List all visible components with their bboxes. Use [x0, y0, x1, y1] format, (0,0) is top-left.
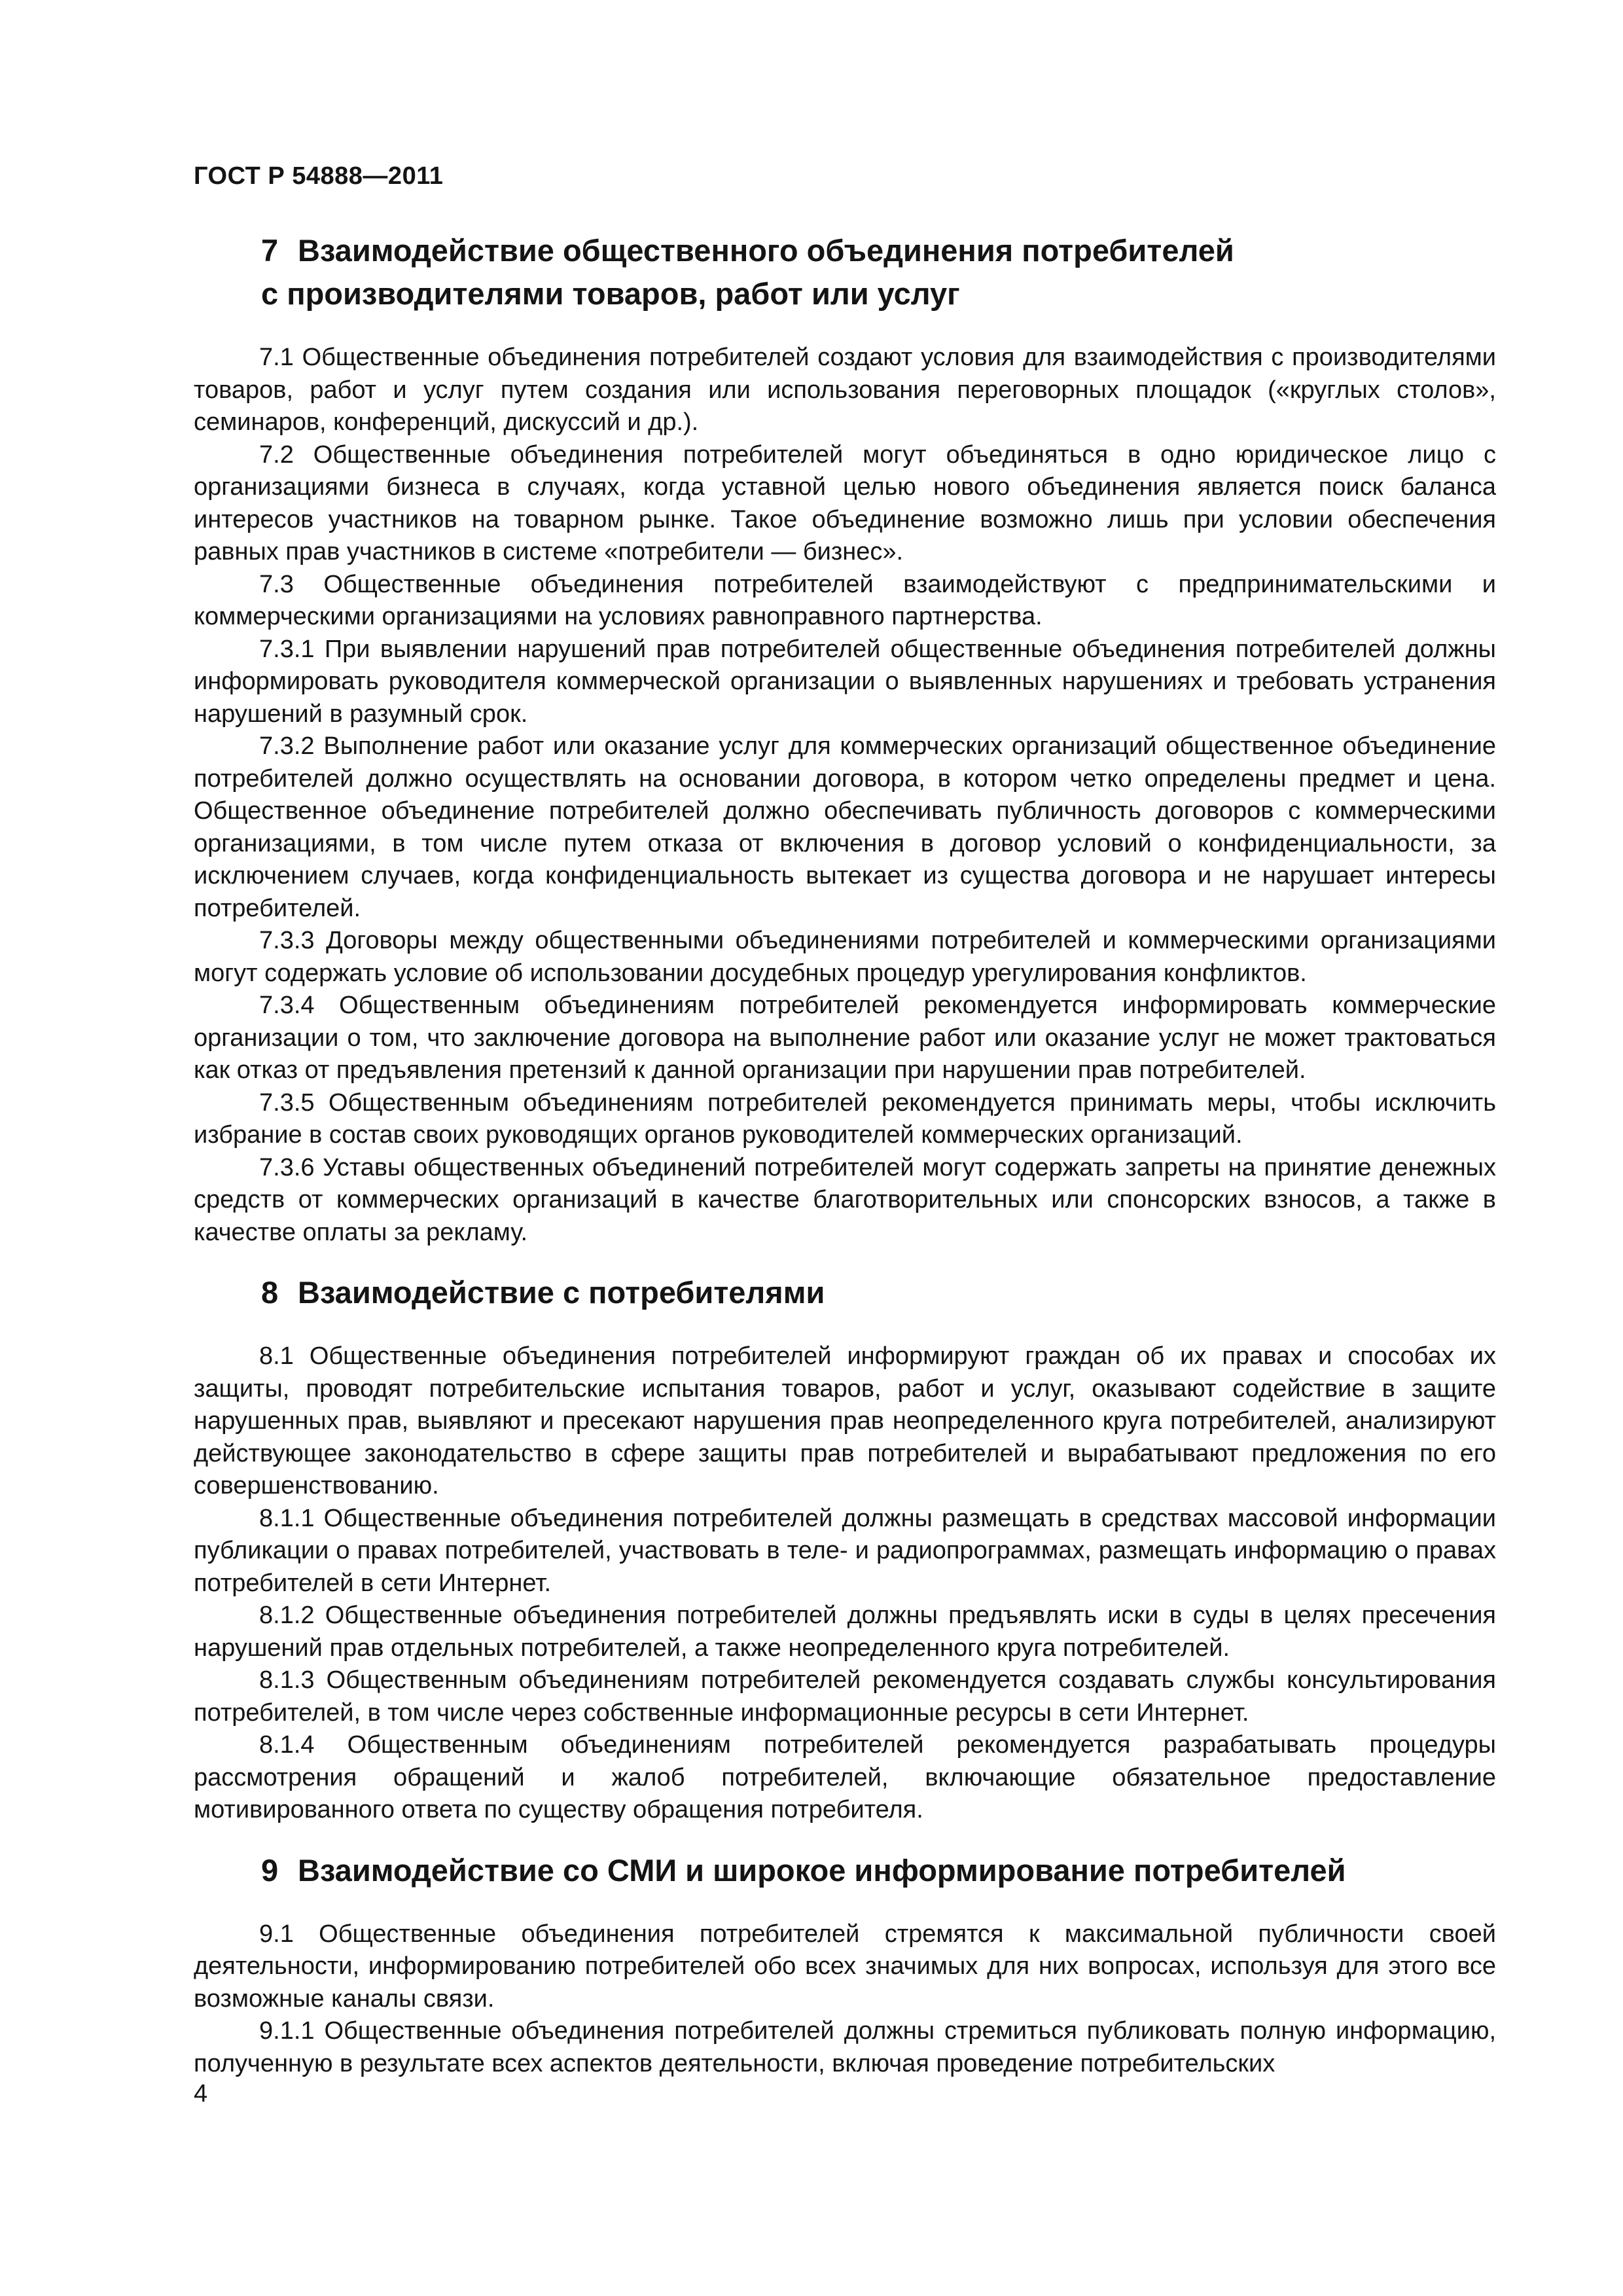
paragraph-text: Общественным объединениям потребителей рекомендуется разрабатывать процедуры рассмотрения обращений и жалоб потребителей, включающие обязательное предоставление мотивированного ответа по существу обращения потребителя. — [194, 1731, 1496, 1823]
paragraph — [194, 439, 1496, 569]
paragraph-text: Общественным объединениям потребителей рекомендуется информировать коммерческие организации о том, что заключение договора на выполнение работ или оказание услуг не может трактоваться как отказ от предъявления претензий к данной организации при нарушении прав потребителей. — [194, 992, 1497, 1084]
paragraph — [194, 990, 1496, 1087]
paragraph-number: 9.1.1 — [259, 2017, 315, 2045]
paragraph-number: 7.3.5 — [259, 1088, 315, 1117]
paragraph-number: 9.1 — [259, 1920, 294, 1948]
paragraph-text: Выполнение работ или оказание услуг для коммерческих организаций общественное объединение потребителей должно осуществлять на основании договора, в котором четко определены предмет и цена. Общественное объединение потребителей должно обеспечивать публичность договоров с коммерческими организациями, в том числе путем отказа от включения в договор условий о конфиденциальности, за исключением случаев, когда конфиденциальность вытекает из существа договора и не нарушает интересы потребителей. — [194, 732, 1496, 922]
section-title — [194, 1849, 1496, 1892]
paragraph-text: Общественные объединения потребителей информируют граждан об их правах и способах их защиты, проводят потребительские испытания товаров, работ и услуг, оказывают содействие в защите нарушенных прав, выявляют и пресекают нарушения прав неопределенного круга потребителей, анализируют действующее законодательство в сфере защиты прав потребителей и вырабатывают предложения по его совершенствованию. — [194, 1342, 1496, 1499]
section-gap — [194, 1827, 1496, 1849]
section-number: 9 — [261, 1852, 279, 1888]
paragraph — [194, 2015, 1496, 2080]
paragraph-number: 8.1 — [259, 1342, 294, 1370]
section-title-line2: с производителями товаров, работ или услуг — [261, 276, 960, 311]
paragraph-number: 7.3 — [259, 570, 294, 598]
paragraph-text: Общественные объединения потребителей создают условия для взаимодействия с производителями товаров, работ и услуг путем создания или использования переговорных площадок («круглых столов», семинаров, конференций, дискуссий и др.). — [194, 344, 1497, 436]
paragraph — [194, 342, 1496, 439]
paragraph-number: 8.1.4 — [259, 1731, 315, 1759]
paragraph — [194, 1340, 1496, 1503]
page-number: 4 — [194, 2080, 208, 2108]
paragraph-number: 7.3.4 — [259, 992, 315, 1019]
paragraph-number: 7.3.3 — [259, 927, 315, 954]
paragraph-text: Общественные объединения потребителей стремятся к максимальной публичности своей деятельности, информированию потребителей обо всех значимых для них вопросах, используя для этого все возможные каналы связи. — [194, 1920, 1496, 2013]
section-title — [194, 1271, 1496, 1314]
paragraph — [194, 634, 1496, 731]
paragraph-text: Общественные объединения потребителей могут объединяться в одно юридическое лицо с организациями бизнеса в случаях, когда уставной целью нового объединения является поиск баланса интересов участников на товарном рынке. Такое объединение возможно лишь при условии обеспечения равных прав участников в системе «потребители — бизнес». — [194, 440, 1496, 565]
paragraph-text: Общественные объединения потребителей взаимодействуют с предпринимательскими и коммерческими организациями на условиях равноправного партнерства. — [194, 570, 1496, 630]
paragraph-number: 7.3.6 — [259, 1153, 315, 1181]
section-8 — [194, 1271, 1496, 1827]
paragraph-number: 7.1 — [259, 344, 294, 371]
paragraph-text: При выявлении нарушений прав потребителей общественные объединения потребителей должны информировать руководителя коммерческой организации о выявленных нарушениях и требовать устранения нарушений в разумный срок. — [194, 635, 1496, 728]
paragraph-text: Договоры между общественными объединениями потребителей и коммерческими организациями могут содержать условие об использовании досудебных процедур урегулирования конфликтов. — [194, 927, 1496, 987]
paragraph-text: Общественным объединениям потребителей рекомендуется создавать службы консультирования потребителей, в том числе через собственные информационные ресурсы в сети Интернет. — [194, 1666, 1496, 1727]
document-body — [194, 229, 1496, 2080]
section-title-line1: Взаимодействие общественного объединения потребителей — [298, 233, 1234, 268]
paragraph-text: Общественные объединения потребителей должны размещать в средствах массовой информации публикации о правах потребителей, участвовать в теле- и радиопрограммах, размещать информацию о правах потребителей в сети Интернет. — [194, 1504, 1496, 1597]
paragraph-number: 8.1.3 — [259, 1666, 315, 1694]
paragraph-number: 8.1.2 — [259, 1602, 315, 1629]
paragraph-number: 7.3.1 — [259, 635, 315, 663]
section-title-line1: Взаимодействие с потребителями — [298, 1275, 825, 1310]
paragraph-number: 7.2 — [259, 440, 294, 469]
paragraph — [194, 1664, 1496, 1729]
paragraph — [194, 730, 1496, 925]
paragraph — [194, 1600, 1496, 1664]
paragraph-number: 8.1.1 — [259, 1504, 315, 1532]
section-title — [194, 229, 1496, 315]
section-title-line1: Взаимодействие со СМИ и широкое информирование потребителей — [298, 1852, 1346, 1888]
paragraph — [194, 1729, 1496, 1827]
section-9 — [194, 1849, 1496, 2081]
section-7 — [194, 229, 1496, 1249]
section-number: 8 — [261, 1275, 279, 1310]
paragraph-text: Общественные объединения потребителей должны предъявлять иски в суды в целях пресечения нарушений прав отдельных потребителей, а также неопределенного круга потребителей. — [194, 1602, 1497, 1662]
paragraph-number: 7.3.2 — [259, 732, 315, 760]
paragraph — [194, 569, 1496, 634]
paragraph — [194, 1087, 1496, 1152]
document-header: ГОСТ Р 54888—2011 — [194, 162, 444, 190]
paragraph-text: Общественным объединениям потребителей рекомендуется принимать меры, чтобы исключить избрание в состав своих руководящих органов руководителей коммерческих организаций. — [194, 1088, 1496, 1149]
paragraph — [194, 1152, 1496, 1249]
paragraph — [194, 925, 1496, 990]
section-gap — [194, 1249, 1496, 1271]
section-number: 7 — [261, 233, 279, 268]
paragraph-text: Общественные объединения потребителей должны стремиться публиковать полную информацию, полученную в результате всех аспектов деятельности, включая проведение потребительских — [194, 2017, 1497, 2077]
paragraph — [194, 1503, 1496, 1600]
paragraph-text: Уставы общественных объединений потребителей могут содержать запреты на принятие денежных средств от коммерческих организаций в качестве благотворительных или спонсорских взносов, а также в качестве оплаты за рекламу. — [194, 1153, 1496, 1246]
paragraph — [194, 1918, 1496, 2016]
